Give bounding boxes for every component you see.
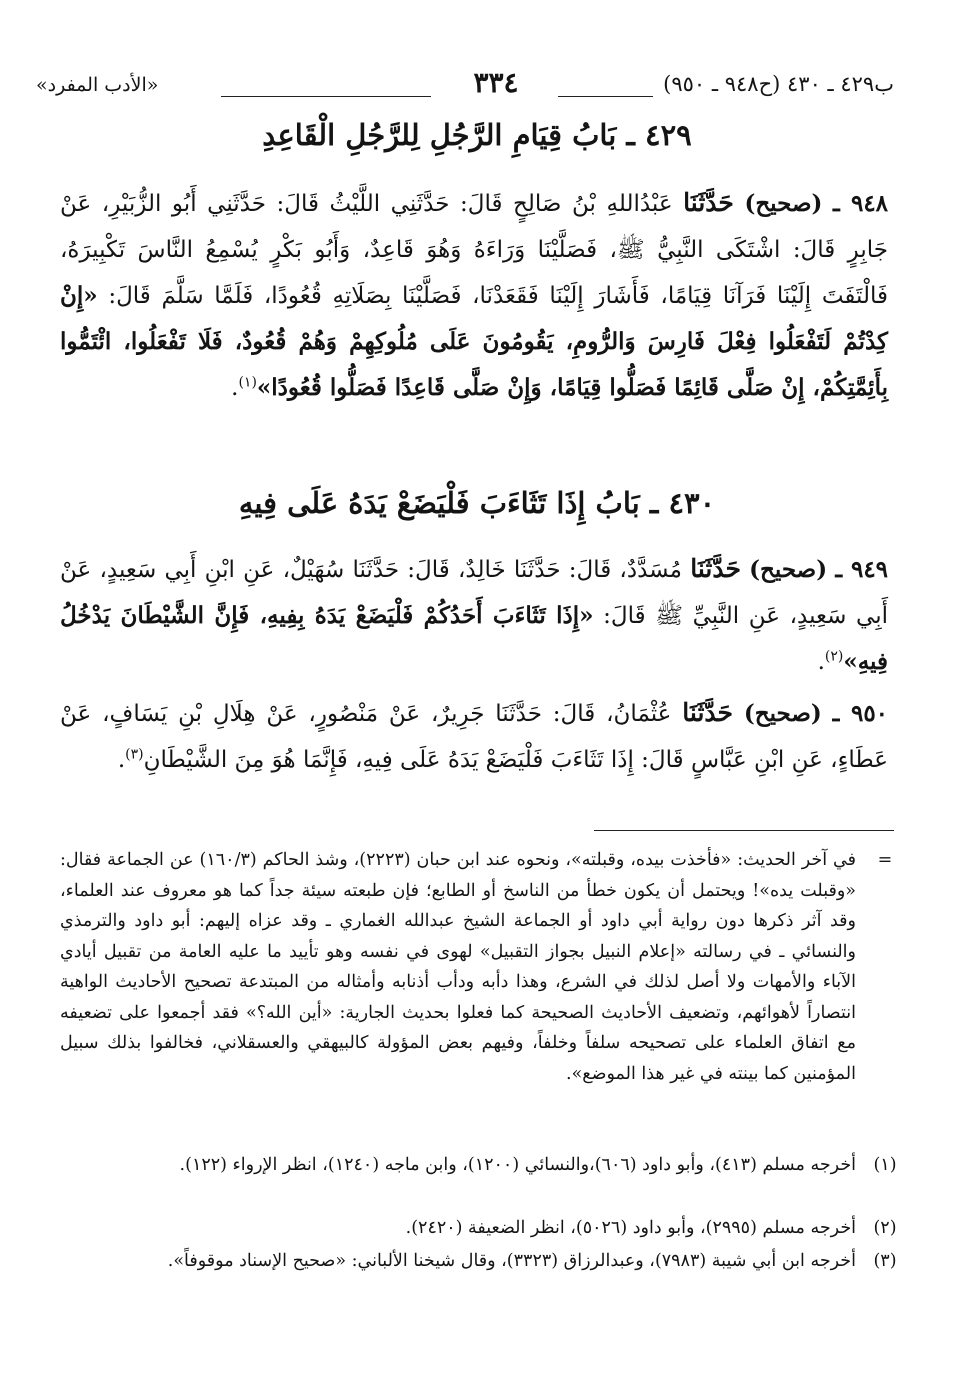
footnote-reference: (١) <box>238 374 257 391</box>
sentence-end: . <box>117 747 126 773</box>
footnote-marker: (١) <box>873 1155 897 1175</box>
hadith-matn: «إِذَا تَثَاءَبَ أَحَدُكُمْ فَلْيَضَعْ يَدَهُ بِفِيهِ، فَإِنَّ الشَّيْطَانَ يَدْخُلُ فِيهِ» <box>60 602 888 675</box>
footnote <box>60 1213 897 1244</box>
hadith-number: ٩٥٠ ـ <box>832 700 889 727</box>
footnote <box>60 1150 897 1181</box>
footnote-text: أخرجه ابن أبي شيبة (٧٩٨٣)، وعبدالرزاق (٣٣٢٣)، وقال شيخنا الألباني: «صحيح الإسناد موقوفاً». <box>167 1251 856 1271</box>
hadith-isnad: مُسَدَّدٌ، قَالَ: حَدَّثَنَا خَالِدٌ، قَالَ: حَدَّثَنَا سُهَيْلٌ، عَنِ ابْنِ أَبِي سَعِيدٍ، عَنْ أَبِي سَعِيدٍ، عَنِ النَّبِيِّ ﷺ قَالَ: <box>60 557 889 629</box>
narration-verb: حَدَّثَنَا <box>682 698 733 727</box>
hadith-number: ٩٤٩ ـ <box>835 556 889 583</box>
hadith-grade: (صحيح) <box>744 190 823 217</box>
narration-verb: حَدَّثَنَا <box>683 188 734 217</box>
continuation-marker: = <box>877 850 893 870</box>
hadith-paragraph <box>60 546 888 685</box>
footnote-marker: (٣) <box>873 1251 897 1271</box>
chapter-title: ٤٣٠ ـ بَابُ إِذَا تَثَاءَبَ فَلْيَضَعْ يَدَهُ عَلَى فِيهِ <box>238 486 716 520</box>
page-number: ٣٣٤ <box>473 66 519 99</box>
hadith-grade: (صحيح) <box>743 700 822 727</box>
hadith-paragraph <box>60 180 888 411</box>
footnote-continuation <box>60 845 894 1089</box>
hadith-number: ٩٤٨ ـ <box>832 190 889 217</box>
sentence-end: . <box>817 649 825 675</box>
footnote-reference: (٢) <box>824 648 844 665</box>
hadith-paragraph <box>60 690 888 783</box>
running-header <box>36 66 894 110</box>
header-book-title: «الأدب المفرد» <box>36 74 159 96</box>
sentence-end: . <box>231 375 239 401</box>
hadith-text: عُثْمَانُ، قَالَ: حَدَّثَنَا جَرِيرٌ، عَنْ مَنْصُورٍ، عَنْ هِلَالِ بْنِ يَسَافٍ، عَنْ عَطَاءٍ، عَنِ ابْنِ عَبَّاسٍ قَالَ: إِذَا تَثَاءَبَ فَلْيَضَعْ يَدَهُ عَلَى فِيهِ، فَإِنَّمَا هُوَ مِنَ الشَّيْطَانِ <box>60 701 888 773</box>
hadith-grade: (صحيح) <box>749 556 828 583</box>
chapter-title: ٤٢٩ ـ بَابُ قِيَامِ الرَّجُلِ لِلرَّجُلِ الْقَاعِدِ <box>262 118 692 152</box>
header-hadith-range: ب٤٢٩ ـ ٤٣٠ (ح٩٤٨ ـ ٩٥٠) <box>663 72 894 96</box>
hadith-isnad: عَبْدُاللهِ بْنُ صَالِحٍ قَالَ: حَدَّثَنِي اللَّيْثُ قَالَ: حَدَّثَنِي أَبُو الزُّبَيْرِ، عَنْ جَابِرٍ قَالَ: اشْتَكَى النَّبِيُّ ﷺ، فَصَلَّيْنَا وَرَاءَهُ وَهُوَ قَاعِدٌ، وَأَبُو بَكْرٍ يُسْمِعُ النَّاسَ تَكْبِيرَهُ، فَالْتَفَتَ إِلَيْنَا فَرَآنَا قِيَامًا، فَأَشَارَ إِلَيْنَا فَقَعَدْنَا، فَصَلَّيْنَا بِصَلَاتِهِ قُعُودًا، فَلَمَّا سَلَّمَ قَالَ: <box>60 191 889 309</box>
footnote-text: أخرجه مسلم (٤١٣)، وأبو داود (٦٠٦)،والنسائي (١٢٠٠)، وابن ماجه (١٢٤٠)، انظر الإرواء (١٢٢). <box>179 1155 856 1175</box>
footnote <box>60 1246 897 1277</box>
footnote-text: أخرجه مسلم (٢٩٩٥)، وأبو داود (٥٠٢٦)، انظر الضعيفة (٢٤٢٠). <box>405 1218 856 1238</box>
header-rule <box>221 96 431 97</box>
header-rule <box>558 96 653 97</box>
hadith-matn: «إِنْ كِدْتُمْ لَتَفْعَلُوا فِعْلَ فَارِسَ وَالرُّومِ، يَقُومُونَ عَلَى مُلُوكِهِمْ وَهُمْ قُعُودٌ، فَلَا تَفْعَلُوا، ائْتَمُّوا بِأَئِمَّتِكُمْ، إِنْ صَلَّى قَائِمًا فَصَلُّوا قِيَامًا، وَإِنْ صَلَّى قَاعِدًا فَصَلُّوا قُعُودًا» <box>60 282 888 401</box>
footnote-reference: (٣) <box>125 746 144 763</box>
footnote-text: في آخر الحديث: «فأخذت بيده، وقبلته»، ونحوه عند ابن حبان (٢٢٢٣)، وشذ الحاكم (١٦٠/٣) عن الجماعة فقال: «وقبلت يده»! ويحتمل أن يكون خطأ من الناسخ أو الطابع؛ فإن طبعته سيئة جداً كما هو معروف عند العلماء، وقد آثر ذكرها دون رواية أبي داود أو الجماعة الشيخ عبدالله الغماري ـ وقد عزاه إليهم: أبو داود والترمذي والنسائي ـ في رسالته «إعلام النبيل بجواز التقبيل» لهوى في نفسه وهو تأييد ما عليه العامة من تقبيل أيادي الآباء والأمهات ولا أصل لذلك في الشرع، وهذا دأبه ودأب أذنابه وأمثاله من المبتدعة تصحيح الأحاديث الواهية انتصاراً لأهوائهم، وتضعيف الأحاديث الصحيحة كما فعلوا بحديث الجارية: «أين الله؟» فقد أجمعوا على تضعيفه مع اتفاق العلماء على تصحيحه سلفاً وخلفاً، وفيهم بعض المؤولة كالبيهقي والعسقلاني، فخالفوا بذلك سبيل المؤمنين كما بينته في غير هذا الموضع». <box>60 850 857 1084</box>
footnote-marker: (٢) <box>873 1218 897 1238</box>
narration-verb: حَدَّثَنَا <box>690 554 741 583</box>
footnote-separator <box>594 830 894 831</box>
